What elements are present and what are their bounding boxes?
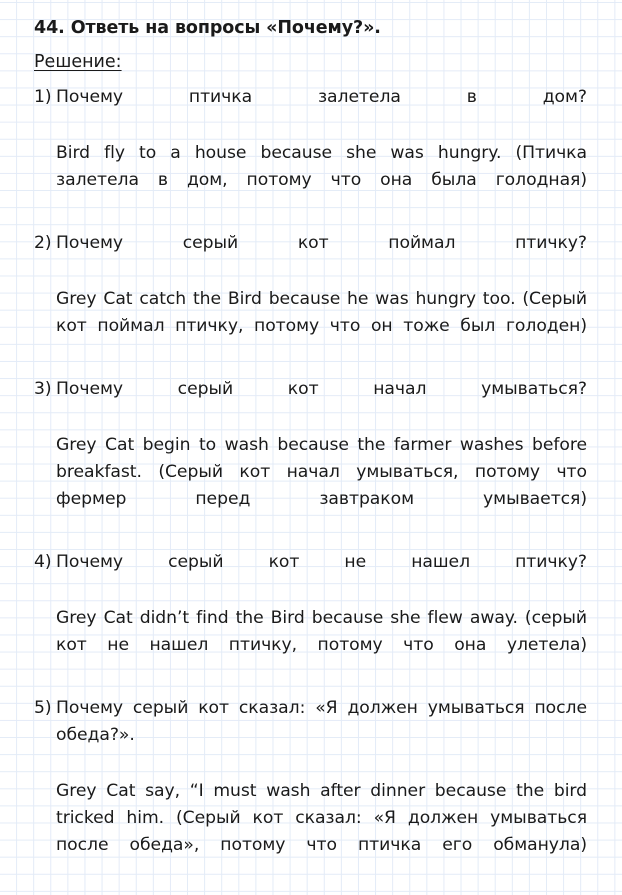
question-row	[0, 549, 622, 603]
qa-block	[0, 376, 622, 540]
list-marker: 3)	[34, 379, 52, 399]
qa-block	[0, 695, 622, 886]
list-marker: 4)	[34, 552, 52, 572]
question-row	[0, 695, 622, 776]
task-heading: 44. Ответь на вопросы «Почему?».	[34, 18, 381, 38]
question-text: Почему серый кот поймал птичку?	[56, 233, 587, 253]
question-answer-list	[0, 84, 622, 895]
qa-block	[0, 549, 622, 686]
question-text: Почему птичка залетела в дом?	[56, 87, 587, 107]
list-marker: 2)	[34, 233, 52, 253]
qa-block	[0, 84, 622, 221]
question-text: Почему серый кот сказал: «Я должен умываться после обеда?».	[56, 698, 587, 745]
question-row	[0, 376, 622, 430]
question-text: Почему серый кот начал умываться?	[56, 379, 587, 399]
question-text: Почему серый кот не нашел птичку?	[56, 552, 587, 572]
answer-text: Grey Cat catch the Bird because he was hungry too. (Серый кот поймал птичку, потому что он тоже был голоден)	[56, 289, 587, 336]
solution-label: Решение:	[34, 52, 122, 72]
answer-text: Grey Cat say, “I must wash after dinner because the bird tricked him. (Серый кот сказал: «Я должен умываться после обеда», потому что птичка его обманула)	[56, 781, 587, 855]
answer-text: Grey Cat didn’t find the Bird because she flew away. (серый кот не нашел птичку, потому что она улетела)	[56, 608, 587, 655]
answer-text: Bird fly to a house because she was hungry. (Птичка залетела в дом, потому что она была голодная)	[56, 143, 587, 190]
question-row	[0, 230, 622, 284]
list-marker: 1)	[34, 87, 52, 107]
question-row	[0, 84, 622, 138]
list-marker: 5)	[34, 698, 52, 718]
answer-text: Grey Cat begin to wash because the farmer washes before breakfast. (Серый кот начал умываться, потому что фермер перед завтраком умывается)	[56, 435, 587, 509]
qa-block	[0, 230, 622, 367]
